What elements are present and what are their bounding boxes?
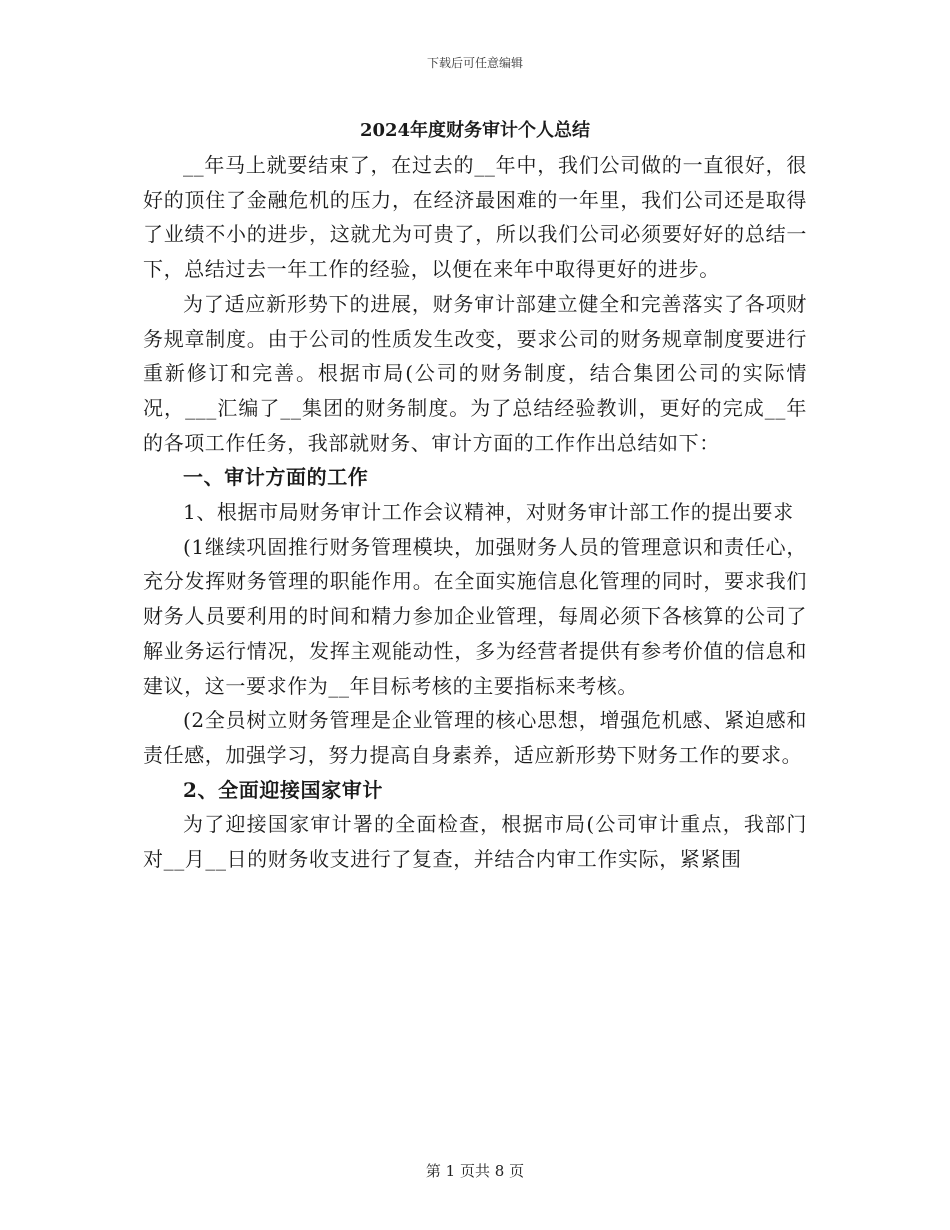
header-note: 下载后可任意编辑 (426, 56, 523, 70)
section-heading-national-audit: 2、全面迎接国家审计 (183, 777, 383, 802)
document-body (143, 148, 807, 877)
paragraph-item-1: 1、根据市局财务审计工作会议精神，对财务审计部工作的提出要求 (183, 500, 794, 525)
document-title: 2024年度财务审计个人总结 (359, 120, 591, 141)
paragraph-subitem-1: (1继续巩固推行财务管理模块，加强财务人员的管理意识和责任心，充分发挥财务管理的职能作用。在全面实施信息化管理的同时，要求我们财务人员要利用的时间和精力参加企业管理，每周必须下各核算的公司了解业务运行情况，发挥主观能动性，多为经营者提供有参考价值的信息和建议，这一要求作为__年目标考核的主要指标来考核。 (143, 534, 807, 698)
paragraph-context: 为了适应新形势下的进展，财务审计部建立健全和完善落实了各项财务规章制度。由于公司的性质发生改变，要求公司的财务规章制度要进行重新修订和完善。根据市局(公司的财务制度，结合集团公司的实际情况，___汇编了__集团的财务制度。为了总结经验教训，更好的完成__年的各项工作任务，我部就财务、审计方面的工作作出总结如下： (143, 291, 807, 455)
section-heading-audit: 一、审计方面的工作 (183, 465, 369, 490)
page-number: 第 1 页共 8 页 (425, 1162, 525, 1180)
paragraph-subitem-2: (2全员树立财务管理是企业管理的核心思想，增强危机感、紧迫感和责任感，加强学习，努力提高自身素养，适应新形势下财务工作的要求。 (143, 708, 807, 767)
paragraph-intro: __年马上就要结束了，在过去的__年中，我们公司做的一直很好，很好的顶住了金融危机的压力，在经济最困难的一年里，我们公司还是取得了业绩不小的进步，这就尤为可贵了，所以我们公司必须要好好的总结一下，总结过去一年工作的经验，以便在来年中取得更好的进步。 (143, 153, 807, 282)
paragraph-national-audit: 为了迎接国家审计署的全面检查，根据市局(公司审计重点，我部门对__月__日的财务收支进行了复查，并结合内审工作实际，紧紧围 (143, 812, 807, 872)
